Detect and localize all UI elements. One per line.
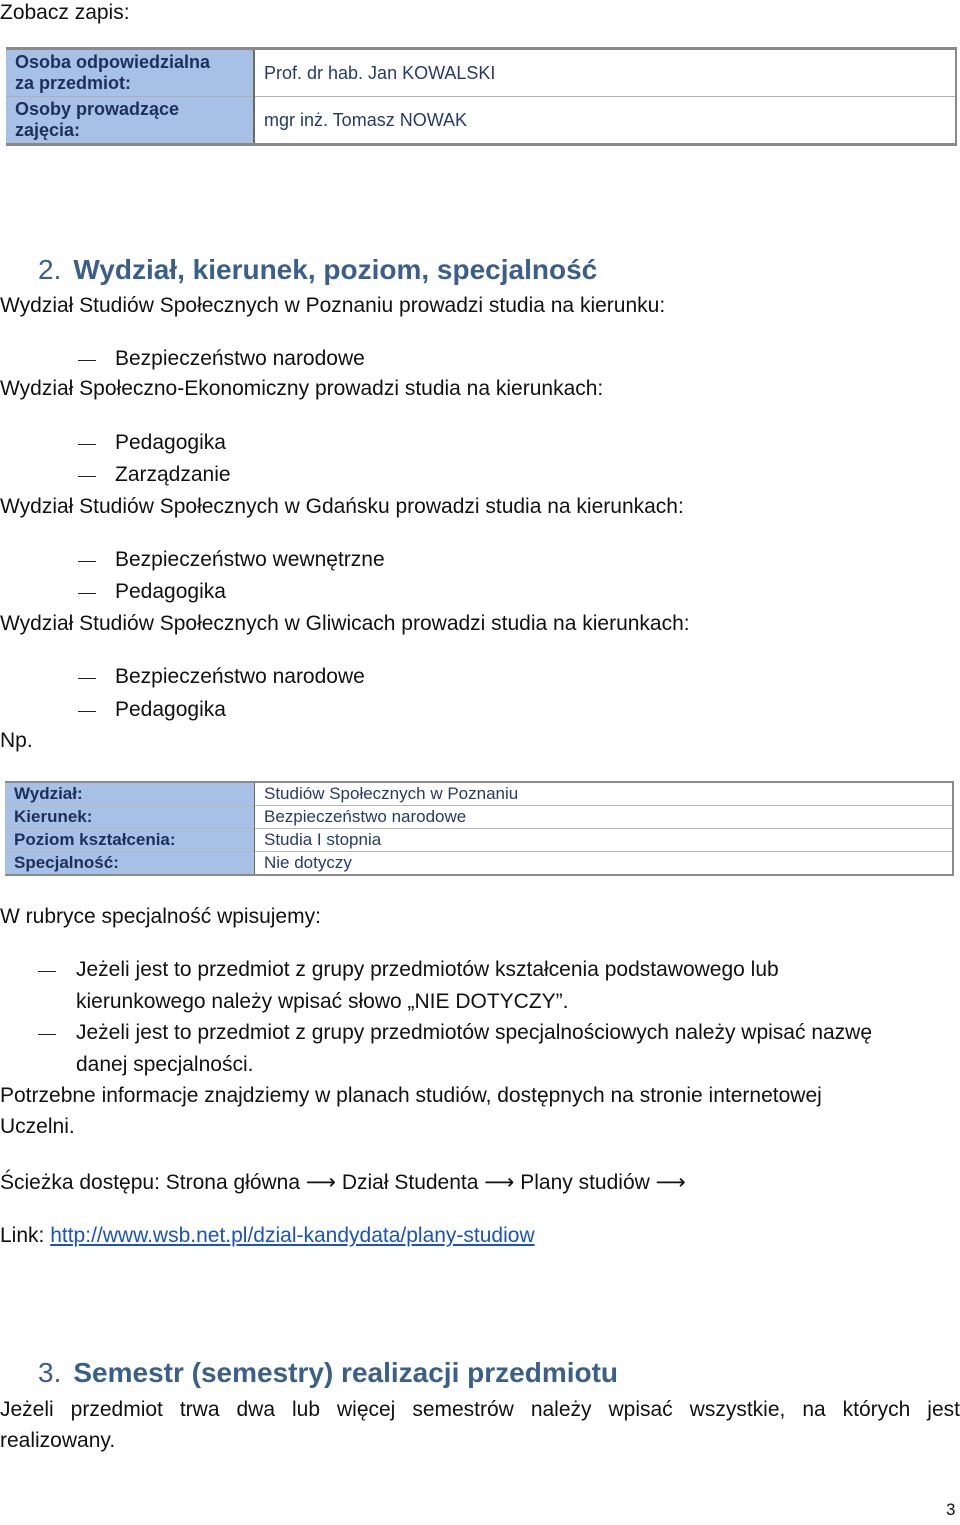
- table-row: [5, 806, 953, 829]
- table-value-cell: Studiów Społecznych w Poznaniu: [255, 782, 954, 806]
- list-item: Jeżeli jest to przedmiot z grupy przedmiotów kształcenia podstawowego lub: [76, 958, 779, 981]
- dash-bullet: [78, 678, 96, 679]
- example-label: Np.: [0, 729, 33, 752]
- dash-bullet: [78, 561, 96, 562]
- dash-bullet: [78, 711, 96, 712]
- access-path-step: Strona główna: [165, 1171, 301, 1194]
- list-item-continuation: kierunkowego należy wpisać słowo „NIE DOTYCZY”.: [76, 990, 569, 1013]
- list-item: Bezpieczeństwo narodowe: [115, 347, 365, 370]
- table-label-cell: Specjalność:: [5, 852, 255, 876]
- link-label: Link:: [0, 1224, 45, 1247]
- table-row: [5, 852, 953, 876]
- section-title: Semestr (semestry) realizacji przedmiotu: [73, 1357, 619, 1388]
- arrow-icon: ⟶: [305, 1171, 336, 1194]
- table-label-cell: Osoby prowadzące zajęcia:: [6, 97, 254, 145]
- dash-bullet: [78, 593, 96, 594]
- dash-bullet: [78, 360, 96, 361]
- list-item: Zarządzanie: [115, 463, 231, 486]
- faculty-paragraph: Wydział Studiów Społecznych w Gdańsku prowadzi studia na kierunkach:: [0, 495, 684, 518]
- list-item: Bezpieczeństwo wewnętrzne: [115, 548, 385, 571]
- arrow-icon: ⟶: [655, 1171, 686, 1194]
- access-path-step: Dział Studenta: [341, 1171, 479, 1194]
- table-label-cell: Wydział:: [5, 782, 255, 806]
- table-value-cell: Prof. dr hab. Jan KOWALSKI: [254, 49, 956, 97]
- table-label-cell: Poziom kształcenia:: [5, 829, 255, 852]
- section-title: Wydział, kierunek, poziom, specjalność: [73, 254, 598, 285]
- dash-bullet: [38, 1034, 56, 1035]
- list-item: Pedagogika: [115, 580, 226, 603]
- dash-bullet: [78, 476, 96, 477]
- course-info-table: [5, 781, 954, 876]
- semester-paragraph: Jeżeli przedmiot trwa dwa lub więcej semestrów należy wpisać wszystkie, na których jest: [0, 1398, 960, 1421]
- faculty-paragraph: Wydział Studiów Społecznych w Poznaniu prowadzi studia na kierunku:: [0, 294, 666, 317]
- table-row: [6, 97, 956, 145]
- arrow-icon: ⟶: [484, 1171, 515, 1194]
- table-label-cell: Kierunek:: [5, 806, 255, 829]
- plans-link[interactable]: http://www.wsb.net.pl/dzial-kandydata/plany-studiow: [50, 1224, 535, 1247]
- section-number: 2.: [38, 254, 62, 285]
- section-number: 3.: [38, 1357, 62, 1388]
- list-item: Pedagogika: [115, 431, 226, 454]
- dash-bullet: [38, 971, 56, 972]
- semester-paragraph-continuation: realizowany.: [0, 1429, 116, 1452]
- list-item: Jeżeli jest to przedmiot z grupy przedmiotów specjalnościowych należy wpisać nazwę: [76, 1021, 873, 1044]
- access-path-label: Ścieżka dostępu:: [0, 1171, 160, 1194]
- table-label-cell: Osoba odpowiedzialna za przedmiot:: [6, 49, 254, 97]
- responsible-persons-table: [6, 47, 957, 146]
- intro-text: Zobacz zapis:: [0, 1, 130, 24]
- table-value-cell: Bezpieczeństwo narodowe: [255, 806, 954, 829]
- access-path: [0, 1170, 686, 1196]
- section-2-heading: [38, 254, 597, 286]
- specialty-intro: W rubryce specjalność wpisujemy:: [0, 905, 321, 928]
- table-value-cell: Studia I stopnia: [255, 829, 954, 852]
- list-item: Pedagogika: [115, 698, 226, 721]
- faculty-paragraph: Wydział Społeczno-Ekonomiczny prowadzi studia na kierunkach:: [0, 377, 604, 400]
- table-value-cell: mgr inż. Tomasz NOWAK: [254, 97, 956, 145]
- section-3-heading: [38, 1357, 618, 1389]
- info-paragraph: Potrzebne informacje znajdziemy w planach studiów, dostępnych na stronie internetowej: [0, 1084, 822, 1107]
- faculty-paragraph: Wydział Studiów Społecznych w Gliwicach prowadzi studia na kierunkach:: [0, 612, 690, 635]
- page-number: 3: [946, 1500, 956, 1519]
- table-row: [6, 49, 956, 97]
- table-value-cell: Nie dotyczy: [255, 852, 954, 876]
- list-item: Bezpieczeństwo narodowe: [115, 665, 365, 688]
- link-line: [0, 1223, 535, 1249]
- info-paragraph-continuation: Uczelni.: [0, 1115, 75, 1138]
- table-row: [5, 782, 953, 806]
- access-path-step: Plany studiów: [520, 1171, 650, 1194]
- list-item-continuation: danej specjalności.: [76, 1053, 254, 1076]
- table-row: [5, 829, 953, 852]
- dash-bullet: [78, 444, 96, 445]
